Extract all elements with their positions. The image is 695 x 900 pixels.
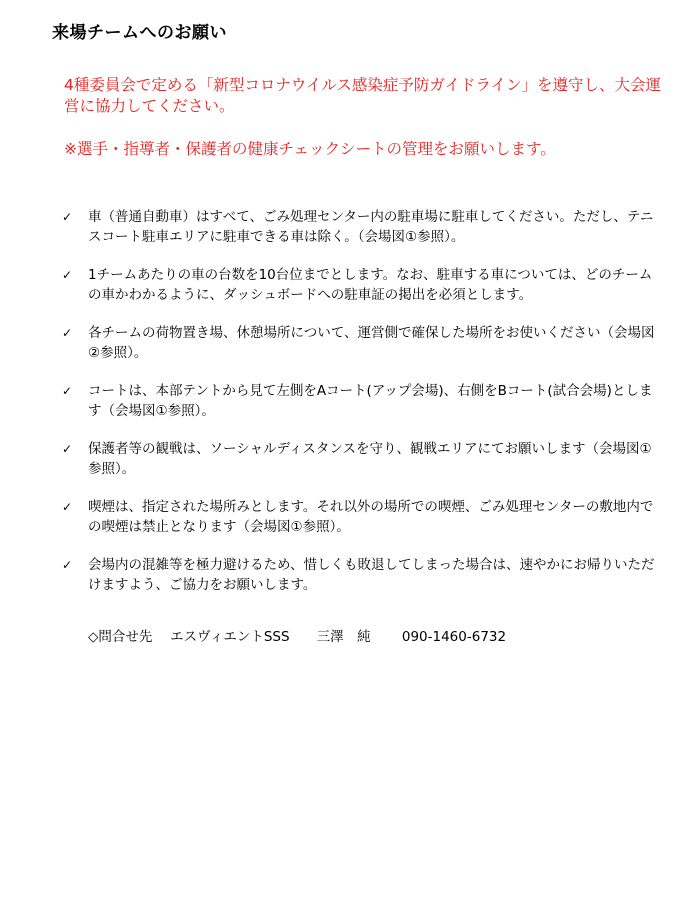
health-check-notice: ※選手・指導者・保護者の健康チェックシートの管理をお願いします。 <box>64 140 556 158</box>
list-item: ✓ コートは、本部テントから見て左側をAコート(アップ会場)、右側をBコート(試合会場)とします（会場図①参照）。 <box>62 383 653 419</box>
red-notice <box>64 75 664 160</box>
check-mark-icon: ✓ <box>62 268 73 282</box>
check-mark-icon: ✓ <box>62 442 73 456</box>
list-item: ✓ 喫煙は、指定された場所みとします。それ以外の場所での喫煙、ごみ処理センターの敷地内での喫煙は禁止となります（会場図①参照）。 <box>62 499 654 535</box>
check-mark-icon: ✓ <box>62 558 73 572</box>
list-item: ✓ 保護者等の観戦は、ソーシャルディスタンスを守り、観戦エリアにてお願いします（会場図①参照）。 <box>62 441 652 477</box>
check-mark-icon: ✓ <box>62 326 73 340</box>
page-title: 来場チームへのお願い <box>52 23 227 43</box>
list-item: ✓ 各チームの荷物置き場、休憩場所について、運営側で確保した場所をお使いください（会場図②参照）。 <box>62 325 655 361</box>
list-item: ✓ 1チームあたりの車の台数を10台位までとします。なお、駐車する車については、どのチームの車かわかるように、ダッシュボードへの駐車証の掲出を必須とします。 <box>62 267 653 303</box>
list-item: ✓ 車（普通自動車）はすべて、ごみ処理センター内の駐車場に駐車してください。ただし、テニスコート駐車エリアに駐車できる車は除く。（会場図①参照）。 <box>62 209 654 245</box>
guideline-notice: 4種委員会で定める「新型コロナウイルス感染症予防ガイドライン」を遵守し、大会運営に協力してください。 <box>64 76 662 115</box>
contact-info: ◇問合せ先 エスヴィエントSSS 三澤 純 090-1460-6732 <box>88 629 507 645</box>
check-mark-icon: ✓ <box>62 384 73 398</box>
rules-list <box>62 208 662 614</box>
check-mark-icon: ✓ <box>62 210 73 224</box>
check-mark-icon: ✓ <box>62 500 73 514</box>
list-item: ✓ 会場内の混雑等を極力避けるため、惜しくも敗退してしまった場合は、速やかにお帰りいただけますよう、ご協力をお願いします。 <box>62 557 655 593</box>
